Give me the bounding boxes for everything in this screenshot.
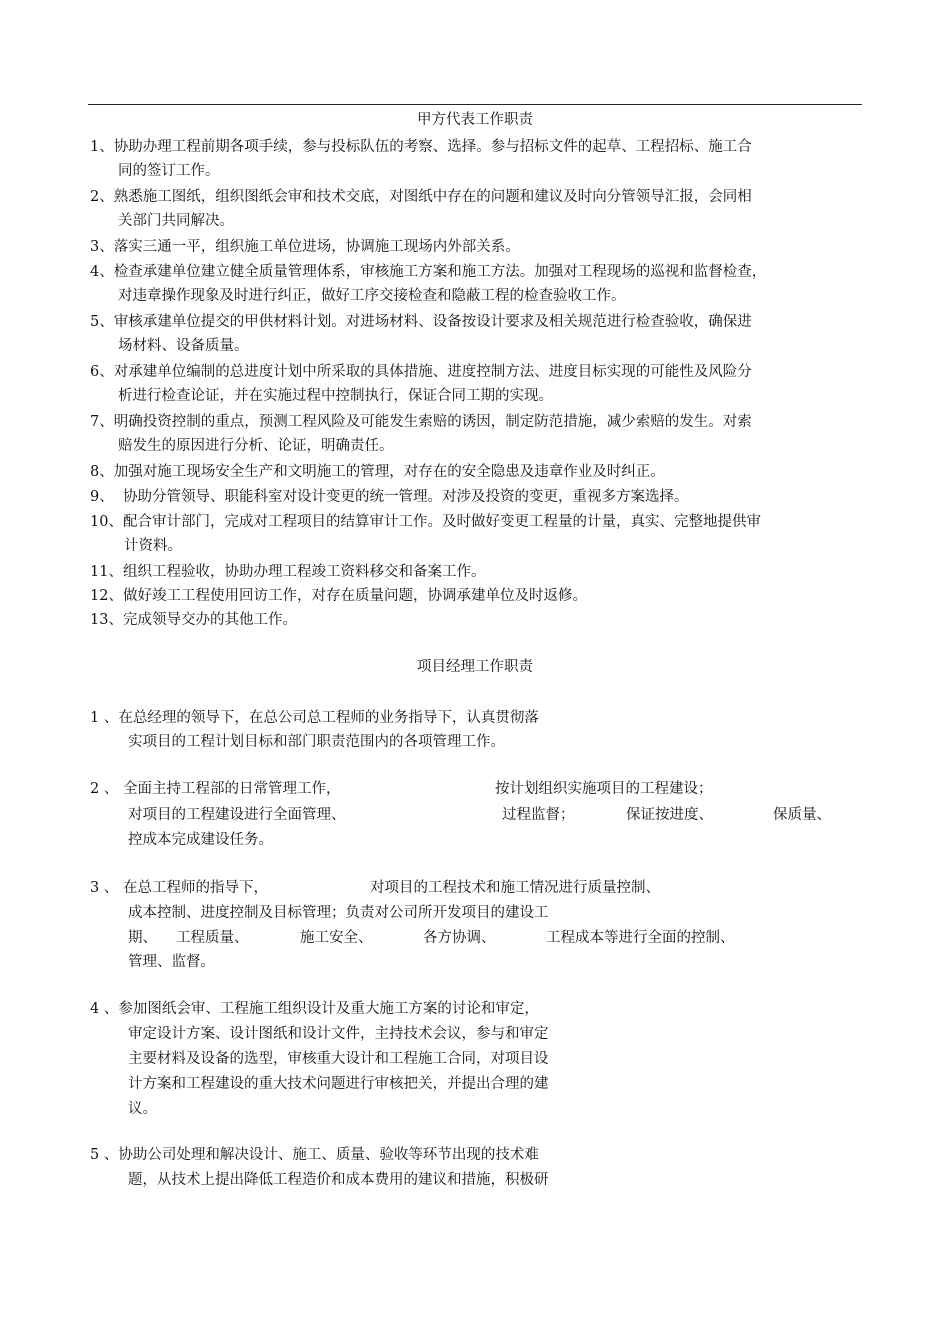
pm-duty-4-line-1: 4 、参加图纸会审、工程施工组织设计及重大施工方案的讨论和审定， (90, 1001, 539, 1017)
duty-7-line-1: 7、明确投资控制的重点，预测工程风险及可能发生索赔的诱因，制定防范措施，减少索赔的发生。对索 (90, 414, 752, 430)
duty-1-line-2: 同的签订工作。 (118, 163, 220, 179)
duty-5-line-2: 场材料、设备质量。 (118, 338, 249, 354)
pm-duty-2-line-1b: 按计划组织实施项目的工程建设； (495, 781, 713, 797)
pm-duty-3-line-3d: 各方协调、 (423, 930, 496, 946)
section-title-project-manager: 项目经理工作职责 (417, 659, 533, 675)
pm-duty-1-line-1: 1 、在总经理的领导下，在总公司总工程师的业务指导下，认真贯彻落 (90, 710, 539, 726)
pm-duty-4-line-2: 审定设计方案、设计图纸和设计文件，主持技术会议，参与和审定 (128, 1026, 549, 1042)
duty-10-line-1: 10、配合审计部门，完成对工程项目的结算审计工作。及时做好变更工程量的计量，真实、完整地提供审 (90, 514, 761, 530)
pm-duty-3-line-2: 成本控制、进度控制及目标管理；负责对公司所开发项目的建设工 (128, 905, 549, 921)
duty-10-line-2: 计资料。 (124, 538, 182, 554)
duty-3-line-1: 3、落实三通一平，组织施工单位进场，协调施工现场内外部关系。 (90, 239, 520, 255)
pm-duty-2-line-3: 控成本完成建设任务。 (128, 832, 273, 848)
pm-duty-5-line-1: 5 、协助公司处理和解决设计、施工、质量、验收等环节出现的技术难 (90, 1147, 539, 1163)
header-rule (88, 104, 862, 105)
duty-6-line-1: 6、对承建单位编制的总进度计划中所采取的具体措施、进度控制方法、进度目标实现的可能性及风险分 (90, 364, 752, 380)
pm-duty-4-line-5: 议。 (128, 1101, 157, 1117)
pm-duty-2-line-2a: 对项目的工程建设进行全面管理、 (128, 807, 346, 823)
duty-13-line-1: 13、完成领导交办的其他工作。 (90, 612, 297, 628)
pm-duty-2-line-2b: 过程监督； (502, 807, 575, 823)
pm-duty-2-line-2d: 保质量、 (773, 807, 831, 823)
pm-duty-1-line-2: 实项目的工程计划目标和部门职责范围内的各项管理工作。 (128, 734, 505, 750)
duty-2-line-2: 关部门共同解决。 (118, 213, 234, 229)
duty-11-line-1: 11、组织工程验收，协助办理工程竣工资料移交和备案工作。 (90, 564, 486, 580)
duty-9-line-1: 9、 协助分管领导、职能科室对设计变更的统一管理。对涉及投资的变更，重视多方案选择。 (90, 489, 689, 505)
pm-duty-2-line-2c: 保证按进度、 (626, 807, 713, 823)
pm-duty-3-line-3a: 期、 (128, 930, 157, 946)
duty-7-line-2: 赔发生的原因进行分析、论证，明确责任。 (118, 438, 394, 454)
duty-1-line-1: 1、协助办理工程前期各项手续，参与投标队伍的考察、选择。参与招标文件的起草、工程招标、施工合 (90, 139, 752, 155)
duty-8-line-1: 8、加强对施工现场安全生产和文明施工的管理，对存在的安全隐患及违章作业及时纠正。 (90, 464, 665, 480)
duty-4-line-2: 对违章操作现象及时进行纠正，做好工序交接检查和隐蔽工程的检查验收工作。 (118, 288, 626, 304)
pm-duty-4-line-4: 计方案和工程建设的重大技术问题进行审核把关，并提出合理的建 (128, 1076, 549, 1092)
pm-duty-3-line-3c: 施工安全、 (300, 930, 373, 946)
duty-6-line-2: 析进行检查论证，并在实施过程中控制执行，保证合同工期的实现。 (118, 388, 553, 404)
duty-12-line-1: 12、做好竣工工程使用回访工作，对存在质量问题，协调承建单位及时返修。 (90, 588, 587, 604)
pm-duty-5-line-2: 题，从技术上提出降低工程造价和成本费用的建议和措施，积极研 (128, 1172, 549, 1188)
pm-duty-3-line-3b: 工程质量、 (176, 930, 249, 946)
pm-duty-2-line-1a: 2 、 全面主持工程部的日常管理工作， (90, 781, 341, 797)
pm-duty-4-line-3: 主要材料及设备的选型，审核重大设计和工程施工合同，对项目设 (128, 1051, 549, 1067)
pm-duty-3-line-4: 管理、监督。 (128, 954, 215, 970)
duty-5-line-1: 5、审核承建单位提交的甲供材料计划。对进场材料、设备按设计要求及相关规范进行检查验收，确保进 (90, 314, 752, 330)
duty-2-line-1: 2、熟悉施工图纸，组织图纸会审和技术交底，对图纸中存在的问题和建议及时向分管领导汇报，会同相 (90, 189, 752, 205)
pm-duty-3-line-3e: 工程成本等进行全面的控制、 (546, 930, 735, 946)
pm-duty-3-line-1b: 对项目的工程技术和施工情况进行质量控制、 (370, 880, 660, 896)
pm-duty-3-line-1a: 3 、 在总工程师的指导下， (90, 880, 268, 896)
section-title-party-a-rep: 甲方代表工作职责 (417, 112, 533, 128)
duty-4-line-1: 4、检查承建单位建立健全质量管理体系，审核施工方案和施工方法。加强对工程现场的巡视和监督检查， (90, 264, 767, 280)
